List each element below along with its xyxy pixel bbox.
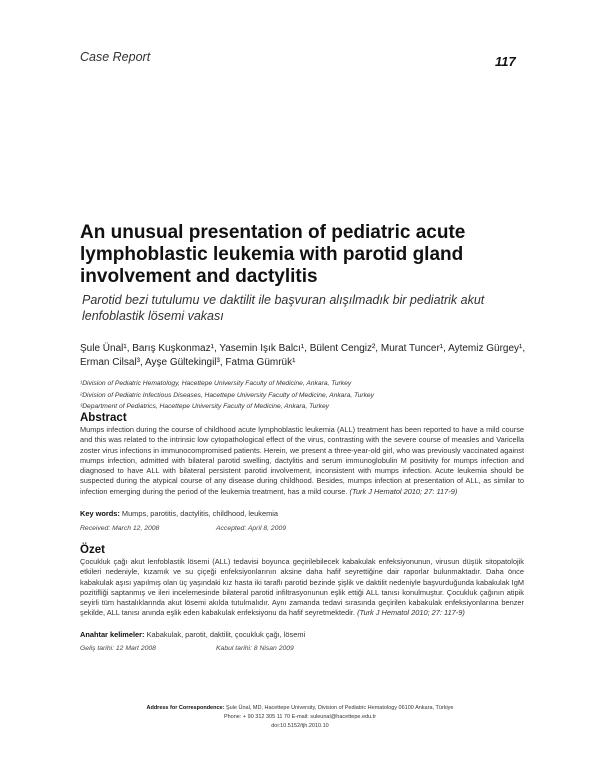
affiliation-line: ³Department of Pediatrics, Hacettepe University Faculty of Medicine, Ankara, Turkey — [80, 403, 330, 410]
abstract-body — [80, 425, 524, 497]
ozet-text: Çocukluk çağı akut lenfoblastik lösemi (ALL) tedavisi boyunca geçirilebilecek kabakulak enfeksiyonunun, virusun düşük sitopatolojik etkileri nedeniyle, kızamık ve su çiçeği enfeksiyonlarının aksine daha hafif seyrettiğine dair raporlar bulunmaktadır. Daha önce kabakulak aşısı yapılmış olan üç yaşındaki kız hasta iki taraflı parotid bezinde şişlik ve daktilit nedeniyle başvurduğunda kabakulak IgM pozitifliği saptanmış ve ileri incelemesinde bilateral parotid infiltrasyonunun eşlik ettiği ALL tanısı konulmuştur. Çocukluk çağının atipik seyirli tüm hastalıklarında akut lösemi akılda tutulmalıdır. Aynı zamanda tedavi sırasında geçirilen kabakulak enfeksiyonlarına benzer şekilde, ALL tanısı anında eşlik eden kabakulak enfeksiyonu da hafif seyretmektedir. — [80, 557, 524, 618]
ozet-keywords — [80, 630, 305, 639]
page-number: 117 — [495, 54, 516, 69]
section-label: Case Report — [80, 50, 151, 64]
correspondence-line — [0, 705, 600, 711]
title-line: lymphoblastic leukemia with parotid gland — [80, 244, 464, 265]
correspondence-address: Şule Ünal, MD, Hacettepe University, Division of Pediatric Hematology 06100 Ankara, Türkiye — [225, 705, 454, 711]
abstract-citation: (Turk J Hematol 2010; 27: 117-9) — [349, 486, 458, 496]
article-title — [80, 222, 530, 288]
gelis-date: Geliş tarihi: 12 Mart 2008 — [80, 645, 156, 652]
correspondence-contact: Phone: + 90 312 305 11 70 E-mail: suleunal@hacettepe.edu.tr — [223, 714, 377, 720]
correspondence-label: Address for Correspondence: — [146, 705, 225, 711]
ozet-heading: Özet — [80, 544, 105, 556]
title-line: involvement and dactylitis — [80, 266, 318, 287]
anahtar-label: Anahtar kelimeler: — [80, 630, 145, 639]
anahtar-text: Kabakulak, parotit, daktilit, çocukluk çağı, lösemi — [146, 630, 306, 639]
doi: doi:10.5152/tjh.2010.10 — [271, 723, 329, 729]
affiliations — [80, 378, 535, 413]
affiliation-line: ²Division of Pediatric Infectious Diseases, Hacettepe University Faculty of Medicine, Ankara, Turkey — [80, 391, 374, 399]
title-line: An unusual presentation of pediatric acute — [80, 222, 466, 243]
keywords-label: Key words: — [80, 509, 120, 518]
received-date: Received: March 12, 2008 — [80, 525, 160, 532]
turkish-title: Parotid bezi tutulumu ve daktilit ile başvuran alışılmadık bir pediatrik akut lenfoblastik lösemi vakası — [82, 293, 485, 323]
accepted-date: Accepted: April 8, 2009 — [216, 525, 287, 532]
abstract-keywords — [80, 509, 278, 518]
author-list: Şule Ünal¹, Barış Kuşkonmaz¹, Yasemin Işık Balcı¹, Bülent Cengiz², Murat Tuncer¹, Aytemiz Gürgey¹, Erman Cilsal³, Ayşe Gültekingil³, Fatma Gümrük¹ — [80, 343, 526, 368]
abstract-heading: Abstract — [80, 412, 127, 424]
abstract-text: Mumps infection during the course of childhood acute lymphoblastic leukemia (ALL) treatment has been reported to have a mild course and this was related to the intrinsic low cytopathological effect of the virus, contrasting with the severe course of measles and Varicella zoster virus infections in immunocompromised patients. Herein, we present a three-year-old girl, who was previously vaccinated against mumps infection, admitted with bilateral parotid swelling, dactylitis and serum immunoglobulin M positivity for mumps infection and diagnosed to have ALL with bilateral persistent parotid involvement, inconsistent with mumps infection. Acute leukemia should be suspected during the atypical course of any disease during childhood. Besides, mumps infection at presentation of ALL, as similar to infection emerging during the period of the leukemia treatment, has a mild course. — [80, 425, 524, 496]
affiliation-line: ¹Division of Pediatric Hematology, Hacettepe University Faculty of Medicine, Ankara, Turkey — [80, 380, 352, 387]
keywords-text: Mumps, parotitis, dactylitis, childhood, leukemia — [121, 509, 278, 518]
ozet-citation: (Turk J Hematol 2010; 27: 117-9) — [357, 608, 465, 618]
kabul-date: Kabul tarihi: 8 Nisan 2009 — [216, 645, 294, 652]
ozet-body — [80, 557, 524, 619]
